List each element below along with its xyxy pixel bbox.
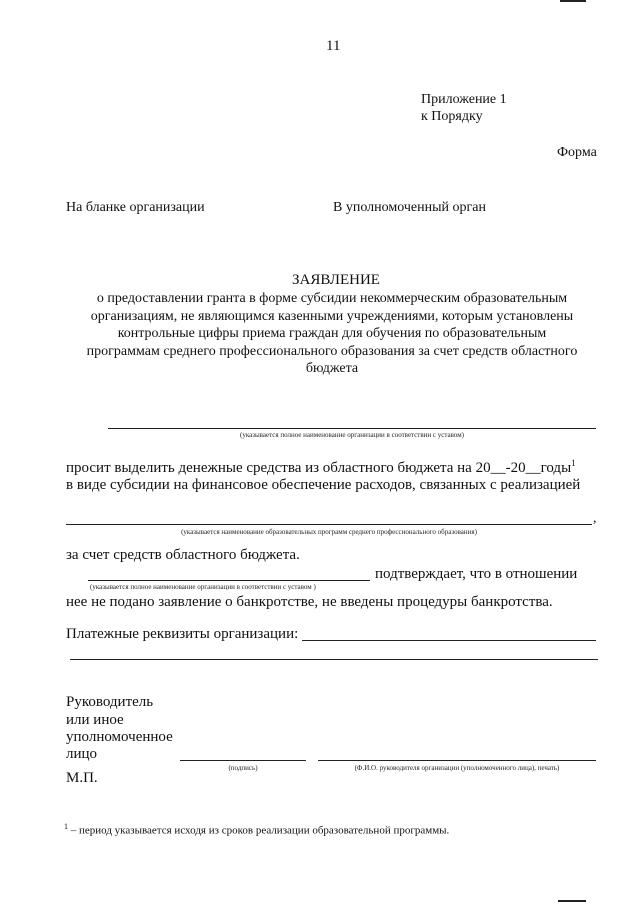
signatory-line: уполномоченное [66, 729, 173, 745]
stamp-label: М.П. [66, 770, 98, 786]
appendix-line-1: Приложение 1 [421, 92, 507, 107]
request-text: просит выделить денежные средства из областного бюджета на 20__-20__годы [66, 460, 572, 476]
org-name-blank-line-2 [88, 580, 370, 581]
signatory-line: или иное [66, 712, 124, 728]
signature-hint: (подпись) [228, 764, 258, 772]
fio-blank-line [318, 760, 596, 761]
confirms-text: подтверждает, что в отношении [375, 566, 578, 582]
subtitle-line: организациям, не являющимся казенными учреждениями, которым установлены [90, 309, 574, 324]
subtitle-line: бюджета [305, 361, 359, 376]
funding-line: за счет средств областного бюджета. [66, 547, 300, 563]
org-name-blank-line [108, 428, 596, 429]
scan-mark-top-right [560, 0, 586, 2]
request-line-2: в виде субсидии на финансовое обеспечение расходов, связанных с реализацией [66, 477, 581, 493]
request-line-1 [66, 458, 576, 477]
subtitle-line: о предоставлении гранта в форме субсидии некоммерческим образовательным [96, 291, 568, 306]
footnote-text: – период указывается исходя из сроков реализации образовательной программы. [70, 824, 450, 837]
form-label: Форма [557, 145, 597, 160]
subtitle-line: программам среднего профессионального образования за счет средств областного [86, 344, 578, 359]
signatory-line: лицо [66, 746, 98, 762]
appendix-line-2: к Порядку [421, 109, 483, 124]
document-title: ЗАЯВЛЕНИЕ [292, 272, 380, 288]
signature-blank-line [180, 760, 306, 761]
footnote [64, 822, 449, 837]
scan-mark-bottom-right [558, 900, 586, 902]
programs-hint: (указывается наименование образовательных программ среднего профессионального образования) [181, 528, 477, 536]
footnote-mark: 1 [64, 822, 68, 831]
letterhead-note: На бланке организации [66, 200, 205, 215]
payment-details-label: Платежные реквизиты организации: [66, 626, 299, 642]
payment-details-blank-line [302, 640, 596, 641]
programs-blank-line [66, 524, 592, 525]
org-name-hint-2: (указывается полное наименование организации в соответствии с уставом ) [90, 583, 316, 591]
subtitle-line: контрольные цифры приема граждан для обучения по образовательным [117, 326, 547, 341]
page-number: 11 [326, 38, 341, 54]
fio-hint: (Ф.И.О. руководителя организации (уполномоченного лица), печать) [354, 764, 560, 772]
bankruptcy-line: нее не подано заявление о банкротстве, не введены процедуры банкротства. [66, 594, 553, 610]
footnote-ref: 1 [571, 458, 576, 468]
org-name-hint: (указывается полное наименование организации в соответствии с уставом) [239, 431, 465, 439]
addressee: В уполномоченный орган [333, 200, 486, 215]
signatory-line: Руководитель [66, 694, 154, 710]
trailing-comma: , [593, 511, 597, 526]
payment-details-blank-line-2 [70, 659, 598, 660]
